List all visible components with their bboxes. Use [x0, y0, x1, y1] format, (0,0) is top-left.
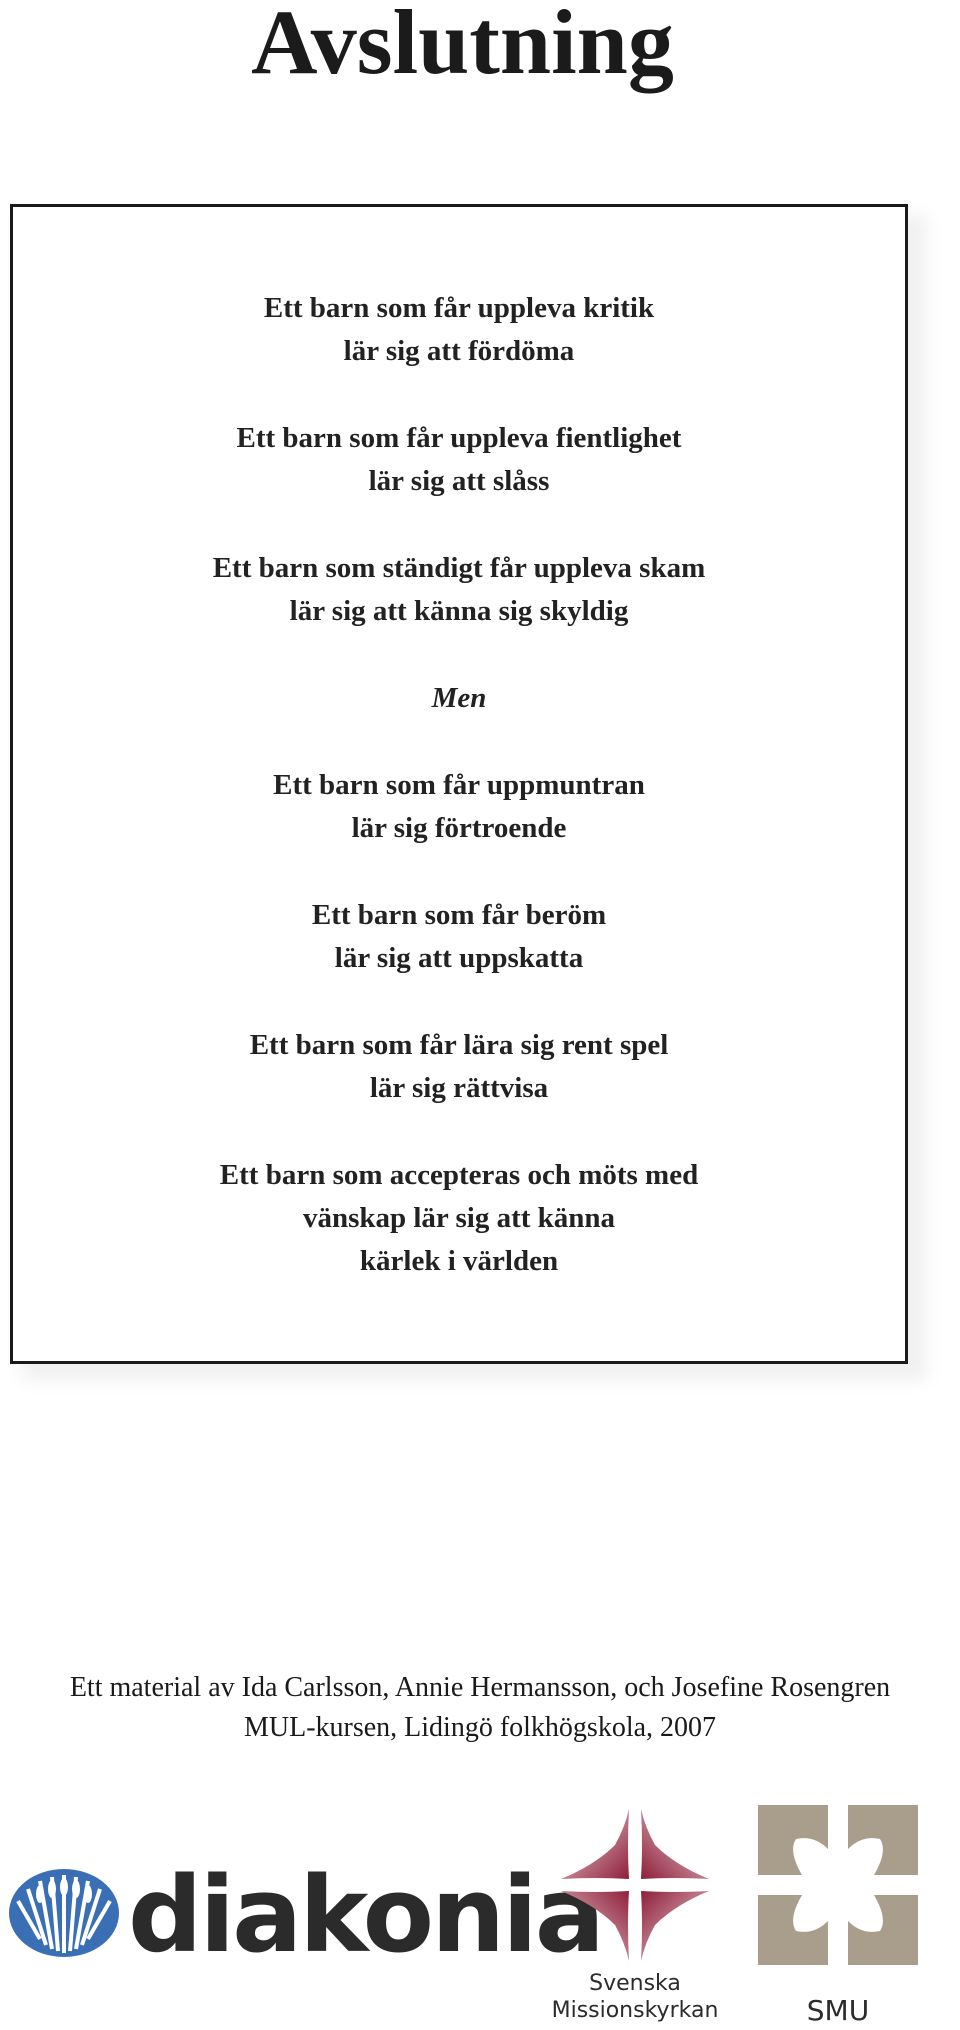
poem-line: kärlek i världen [359, 1245, 559, 1277]
poem-stanza [13, 764, 905, 850]
logo-row [0, 1800, 960, 2030]
poem-line: Ett barn som får uppleva fientlighet [236, 422, 682, 454]
diakonia-logo [8, 1854, 602, 1976]
poem-line: Ett barn som accepteras och möts med [219, 1159, 699, 1191]
poem-line: vänskap lär sig att känna [302, 1202, 616, 1234]
poem-line: Ett barn som får uppmuntran [273, 769, 645, 801]
poem-men: Men [431, 682, 487, 714]
diakonia-wordmark: diakonia [128, 1854, 602, 1976]
poem-stanza [13, 1024, 905, 1110]
poem-line: lär sig att fördöma [343, 335, 575, 367]
svenska-missionskyrkan-wordmark [545, 1970, 725, 2024]
wheat-sheaf-icon [8, 1867, 120, 1959]
poem-stanza [13, 1154, 905, 1283]
credits-authors: Ett material av Ida Carlsson, Annie Hermansson, och Josefine Rosengren [69, 1672, 891, 1703]
poem-line: lär sig att känna sig skyldig [289, 595, 629, 627]
poem-line: Ett barn som ständigt får uppleva skam [212, 552, 706, 584]
poem-line: lär sig att slåss [368, 465, 550, 497]
poem [13, 287, 905, 1327]
poem-stanza [13, 894, 905, 980]
poem-stanza [13, 417, 905, 503]
cross-icon [758, 1805, 918, 1965]
poem-line: lär sig förtroende [351, 812, 567, 844]
sm-line-1: Svenska [589, 1971, 681, 1996]
poem-line: Ett barn som får lära sig rent spel [249, 1029, 669, 1061]
credits-course: MUL-kursen, Lidingö folkhögskola, 2007 [243, 1712, 717, 1743]
credits [0, 1668, 960, 1748]
poem-line: Ett barn som får uppleva kritik [263, 292, 655, 324]
smu-wordmark: SMU [806, 1994, 870, 2027]
poem-stanza [13, 547, 905, 633]
poem-stanza [13, 287, 905, 373]
cross-icon [555, 1805, 715, 1965]
smu-logo [758, 1805, 918, 2030]
poem-line: lär sig att uppskatta [334, 942, 584, 974]
svenska-missionskyrkan-logo [551, 1805, 719, 2030]
poem-box [10, 204, 908, 1364]
poem-line: lär sig rättvisa [369, 1072, 549, 1104]
poem-line: Ett barn som får beröm [311, 899, 607, 931]
page-title: Avslutning [251, 0, 674, 93]
sm-line-2: Missionskyrkan [551, 1998, 719, 2023]
